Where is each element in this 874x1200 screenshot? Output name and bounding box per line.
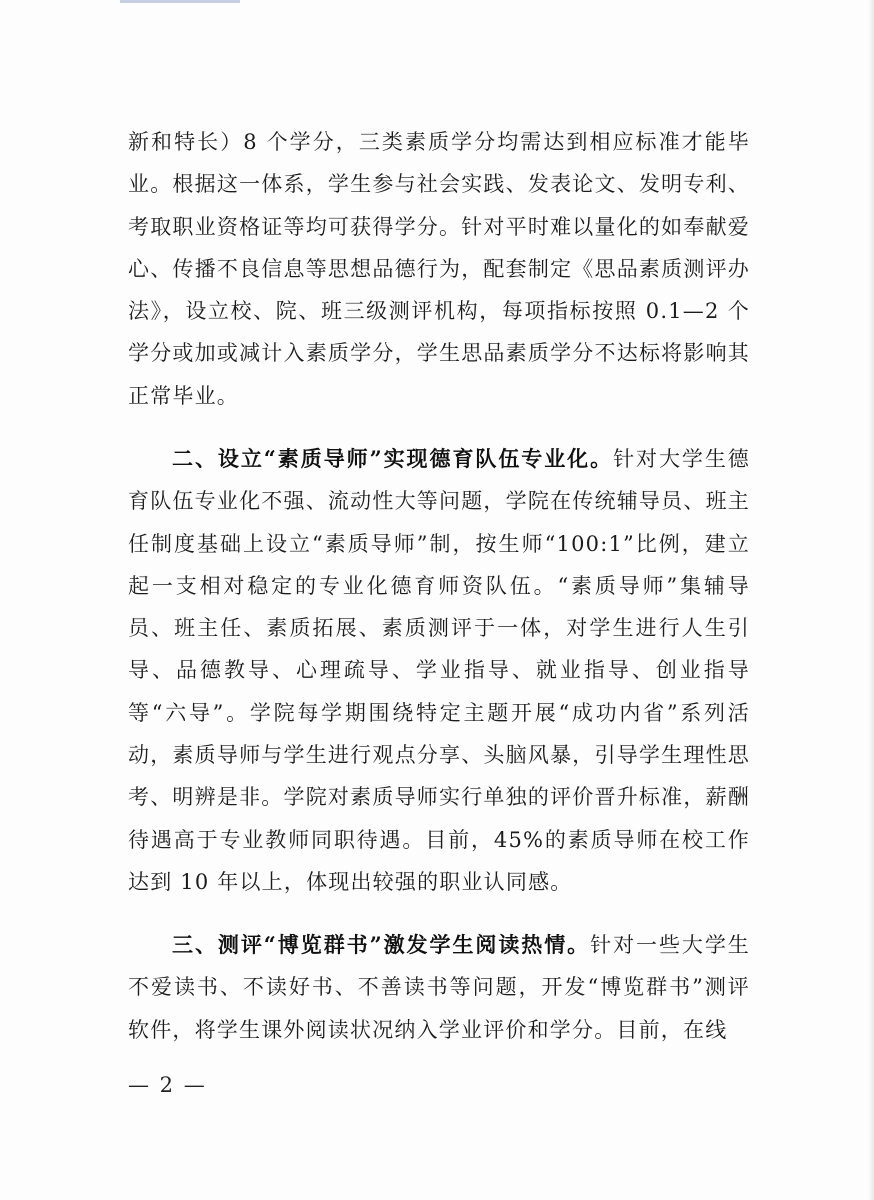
paragraph-text: 针对大学生德育队伍专业化不强、流动性大等问题，学院在传统辅导员、班主任制度基础上设立“素质导师”制，按生师“100:1”比例，建立起一支相对稳定的专业化德育师资队伍。“素质导师”集辅导员、班主任、素质拓展、素质测评于一体，对学生进行人生引导、品德教导、心理疏导、学业指导、就业指导、创业指导等“六导”。学院每学期围绕特定主题开展“成功内省”系列活动，素质导师与学生进行观点分享、头脑风暴，引导学生理性思考、明辨是非。学院对素质导师实行单独的评价晋升标准，薪酬待遇高于专业教师同职待遇。目前，45%的素质导师在校工作达到 10 年以上，体现出较强的职业认同感。 [128,447,750,894]
paragraph-section-three [128,924,750,1051]
scan-mark [120,0,240,3]
paragraph-continuation [128,121,750,417]
page-number: — 2 — [128,1073,207,1097]
paragraph-section-two [128,438,750,903]
paragraph-text: 针对一些大学生不爱读书、不读好书、不善读书等问题，开发“博览群书”测评软件，将学生课外阅读状况纳入学业评价和学分。目前，在线 [128,933,750,1042]
paragraph-text: 新和特长）8 个学分，三类素质学分均需达到相应标准才能毕业。根据这一体系，学生参与社会实践、发表论文、发明专利、考取职业资格证等均可获得学分。针对平时难以量化的如奉献爱心、传播不良信息等思想品德行为，配套制定《思品素质测评办法》，设立校、院、班三级测评机构，每项指标按照 0.1—2 个学分或加或减计入素质学分，学生思品素质学分不达标将影响其正常毕业。 [128,130,750,408]
section-heading: 二、设立“素质导师”实现德育队伍专业化。 [172,446,614,471]
scan-edge-shadow [868,0,874,1200]
section-heading: 三、测评“博览群书”激发学生阅读热情。 [172,932,591,957]
